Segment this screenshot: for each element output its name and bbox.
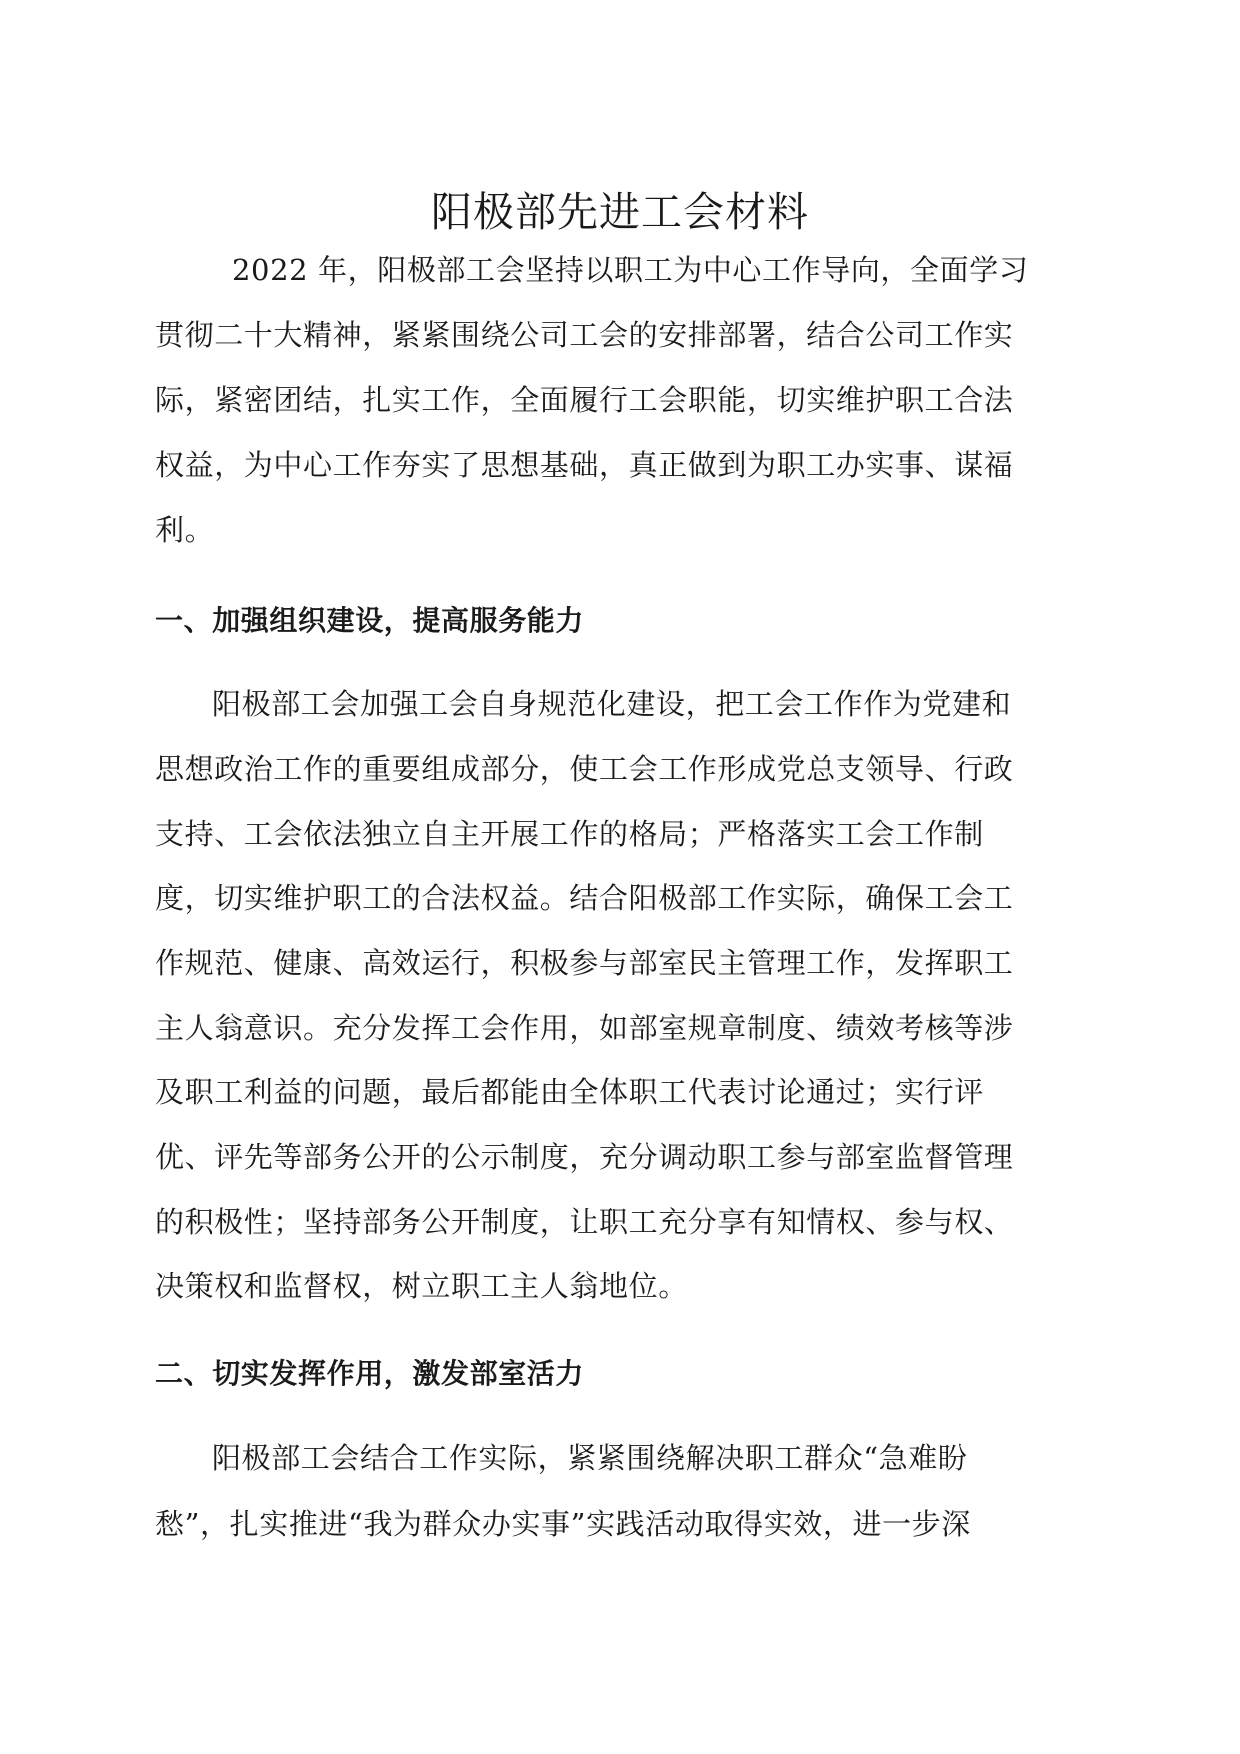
section1-heading: 一、加强组织建设，提高服务能力: [155, 604, 585, 637]
section2-line: 愁”，扎实推进“我为群众办实事”实践活动取得实效，进一步深: [155, 1507, 971, 1541]
section1-line: 作规范、健康、高效运行，积极参与部室民主管理工作，发挥职工: [155, 946, 1014, 980]
section1-line: 决策权和监督权，树立职工主人翁地位。: [155, 1269, 688, 1303]
section1-line: 的积极性；坚持部务公开制度，让职工充分享有知情权、参与权、: [155, 1205, 1014, 1239]
section1-line: 及职工利益的问题，最后都能由全体职工代表讨论通过；实行评: [155, 1075, 984, 1109]
section1-line: 度，切实维护职工的合法权益。结合阳极部工作实际，确保工会工: [155, 881, 1014, 915]
intro-line: 2022 年，阳极部工会坚持以职工为中心工作导向，全面学习: [232, 253, 1029, 287]
section1-line: 主人翁意识。充分发挥工会作用，如部室规章制度、绩效考核等涉: [155, 1011, 1014, 1045]
section2-line: 阳极部工会结合工作实际，紧紧围绕解决职工群众“急难盼: [212, 1441, 968, 1475]
intro-line: 际，紧密团结，扎实工作，全面履行工会职能，切实维护职工合法: [155, 383, 1014, 417]
section1-line: 思想政治工作的重要组成部分，使工会工作形成党总支领导、行政: [155, 752, 1014, 786]
intro-line: 贯彻二十大精神，紧紧围绕公司工会的安排部署，结合公司工作实: [155, 318, 1014, 352]
intro-line: 权益，为中心工作夯实了思想基础，真正做到为职工办实事、谋福: [155, 448, 1014, 482]
intro-line: 利。: [155, 513, 215, 547]
section2-heading: 二、切实发挥作用，激发部室活力: [155, 1357, 585, 1390]
section1-line: 优、评先等部务公开的公示制度，充分调动职工参与部室监督管理: [155, 1140, 1014, 1174]
section1-line: 支持、工会依法独立自主开展工作的格局；严格落实工会工作制: [155, 817, 984, 851]
section1-line: 阳极部工会加强工会自身规范化建设，把工会工作作为党建和: [212, 687, 1012, 721]
document-title: 阳极部先进工会材料: [431, 188, 809, 236]
